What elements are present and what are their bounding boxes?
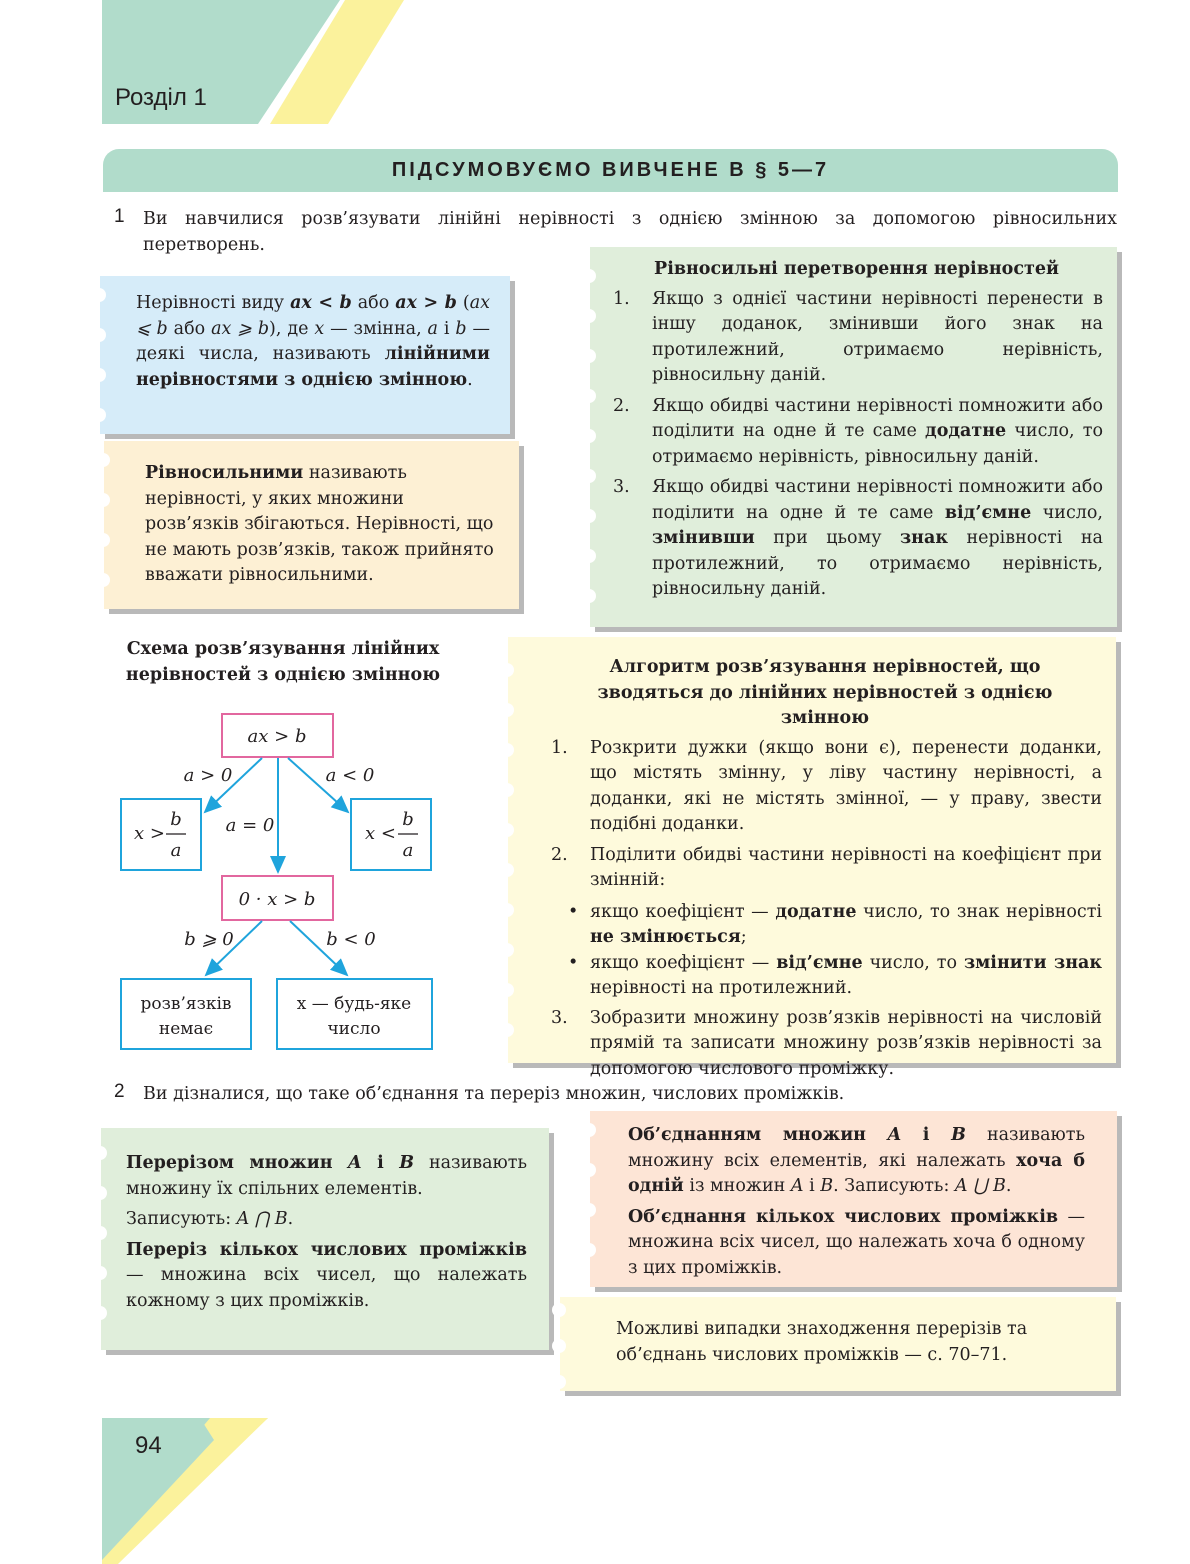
condition-b-negative: b < 0 xyxy=(326,929,376,950)
page-title: ПІДСУМОВУЄМО ВИВЧЕНЕ В § 5—7 xyxy=(391,159,830,181)
bullet-positive: • якщо коефіцієнт — додатне число, то знак нерівності не змінюється; xyxy=(568,901,1103,947)
no-solution-line-1: розв’язків xyxy=(140,994,232,1014)
negative-result-text: x < xyxy=(365,823,396,844)
interval-union-definition: Об’єднання кількох числових проміжків — множина всіх чисел, що належать хоча б одному з цих проміжків. xyxy=(628,1206,1085,1278)
union-definition: Об’єднанням множин A і B називають множину всіх елементів, які належать хоча б одній із множин A і B. Записують: A ⋃ B. xyxy=(628,1125,1085,1196)
algorithm-title: Алгоритм розв’язування нерівностей, що зводяться до лінійних нерівностей з однією змінною xyxy=(597,657,1053,728)
condition-a-negative: a < 0 xyxy=(325,765,375,786)
intersection-definition-card xyxy=(101,1128,549,1350)
chapter-label: Розділ 1 xyxy=(115,84,207,111)
algorithm-card xyxy=(508,637,1116,1079)
interval-intersection-definition: Переріз кількох числових проміжків — множина всіх чисел, що належать кожному з цих проміжків. xyxy=(126,1239,527,1311)
condition-b-nonnegative: b ⩾ 0 xyxy=(184,929,234,950)
section-title-bar xyxy=(103,149,1118,192)
fraction-numerator: b xyxy=(170,809,182,830)
section-number-1: 1 xyxy=(114,206,125,227)
intersection-notation: Записують: A ⋂ B. xyxy=(126,1209,294,1229)
section-1-text: Ви навчилися розв’язувати лінійні нерівності з однією змінною за допомогою рівносильних перетворень. xyxy=(143,209,1117,255)
fraction-denominator: a xyxy=(402,840,414,861)
algorithm-step-3: 3. Зобразити множину розв’язків нерівності на числовій прямій та записати множину розв’язків нерівності за допомогою числового проміжку. xyxy=(551,1007,1102,1079)
condition-a-positive: a > 0 xyxy=(183,765,233,786)
solution-scheme-diagram xyxy=(110,700,450,1060)
equivalent-inequality-definition: Рівносильними називають нерівності, у яких множини розв’язків збігаються. Нерівності, що не мають розв’язків, також прийнято вважати рівносильними. xyxy=(145,463,494,585)
algorithm-step-2-bullets xyxy=(548,900,1102,1002)
diagram-title: Схема розв’язування лінійних нерівностей з однією змінною xyxy=(125,639,441,685)
page-number: 94 xyxy=(135,1432,162,1459)
condition-a-zero: a = 0 xyxy=(225,815,275,836)
footer-decoration xyxy=(0,1418,1190,1564)
rules-list xyxy=(610,287,1103,603)
rule-3: 3. Якщо обидві частини нерівності помножити або поділити на одне й те саме від’ємне число, змінивши при цьому знак нерівності на протилежний, то отримаємо нерівність, рівносильну даній. xyxy=(613,477,1103,599)
section-number-2: 2 xyxy=(114,1081,125,1102)
section-2-text: Ви дізналися, що таке об’єднання та переріз множин, числових проміжків. xyxy=(143,1084,845,1104)
algorithm-step-1: 1. Розкрити дужки (якщо вони є), перенести доданки, що містять змінну, у ліву частину нерівності, а доданки, які не містять змінної, — у праву, звести подібні доданки. xyxy=(551,737,1102,834)
reference-card xyxy=(560,1297,1116,1391)
linear-inequality-definition-card xyxy=(100,276,510,434)
no-solution-line-2: немає xyxy=(158,1019,214,1039)
algorithm-steps xyxy=(548,736,1102,894)
rule-1: 1. Якщо з однієї частини нерівності перенести в іншу доданок, змінивши його знак на протилежний, отримаємо нерівність, рівносильну даній. xyxy=(613,288,1103,385)
rules-title: Рівносильні перетворення нерівностей xyxy=(654,259,1059,279)
algorithm-step-2: 2. Поділити обидві частини нерівності на коефіцієнт при змінній: xyxy=(551,844,1102,890)
equivalent-inequality-definition-card xyxy=(104,441,519,609)
positive-result-text: x > xyxy=(134,823,165,844)
reference-text: Можливі випадки знаходження перерізів та об’єднань числових проміжків — с. 70–71. xyxy=(616,1319,1028,1365)
any-number-line-1: x — будь-яке xyxy=(296,994,412,1014)
linear-inequality-definition: Нерівності виду ax < b або ax > b (ax ⩽ b або ax ⩾ b), де x — змінна, a і b — деякі числа, називають лінійними нерівностями з однією змінною. xyxy=(136,293,491,390)
top-inequality-text: ax > b xyxy=(247,726,307,747)
intersection-definition: Перерізом множин A і B називають множину їх спільних елементів. xyxy=(126,1153,527,1199)
algorithm-steps-cont xyxy=(548,1006,1102,1083)
fraction-numerator: b xyxy=(402,809,414,830)
equivalent-transformations-card xyxy=(590,247,1117,627)
bullet-negative: • якщо коефіцієнт — від’ємне число, то змінити знак нерівності на протилежний. xyxy=(568,952,1102,998)
zero-coefficient-text: 0 · x > b xyxy=(238,889,316,910)
fraction-denominator: a xyxy=(170,840,182,861)
any-number-line-2: число xyxy=(327,1019,381,1039)
rule-2: 2. Якщо обидві частини нерівності помножити або поділити на одне й те саме додатне число, то отримаємо нерівність, рівносильну даній. xyxy=(613,395,1103,467)
union-definition-card xyxy=(590,1111,1117,1287)
